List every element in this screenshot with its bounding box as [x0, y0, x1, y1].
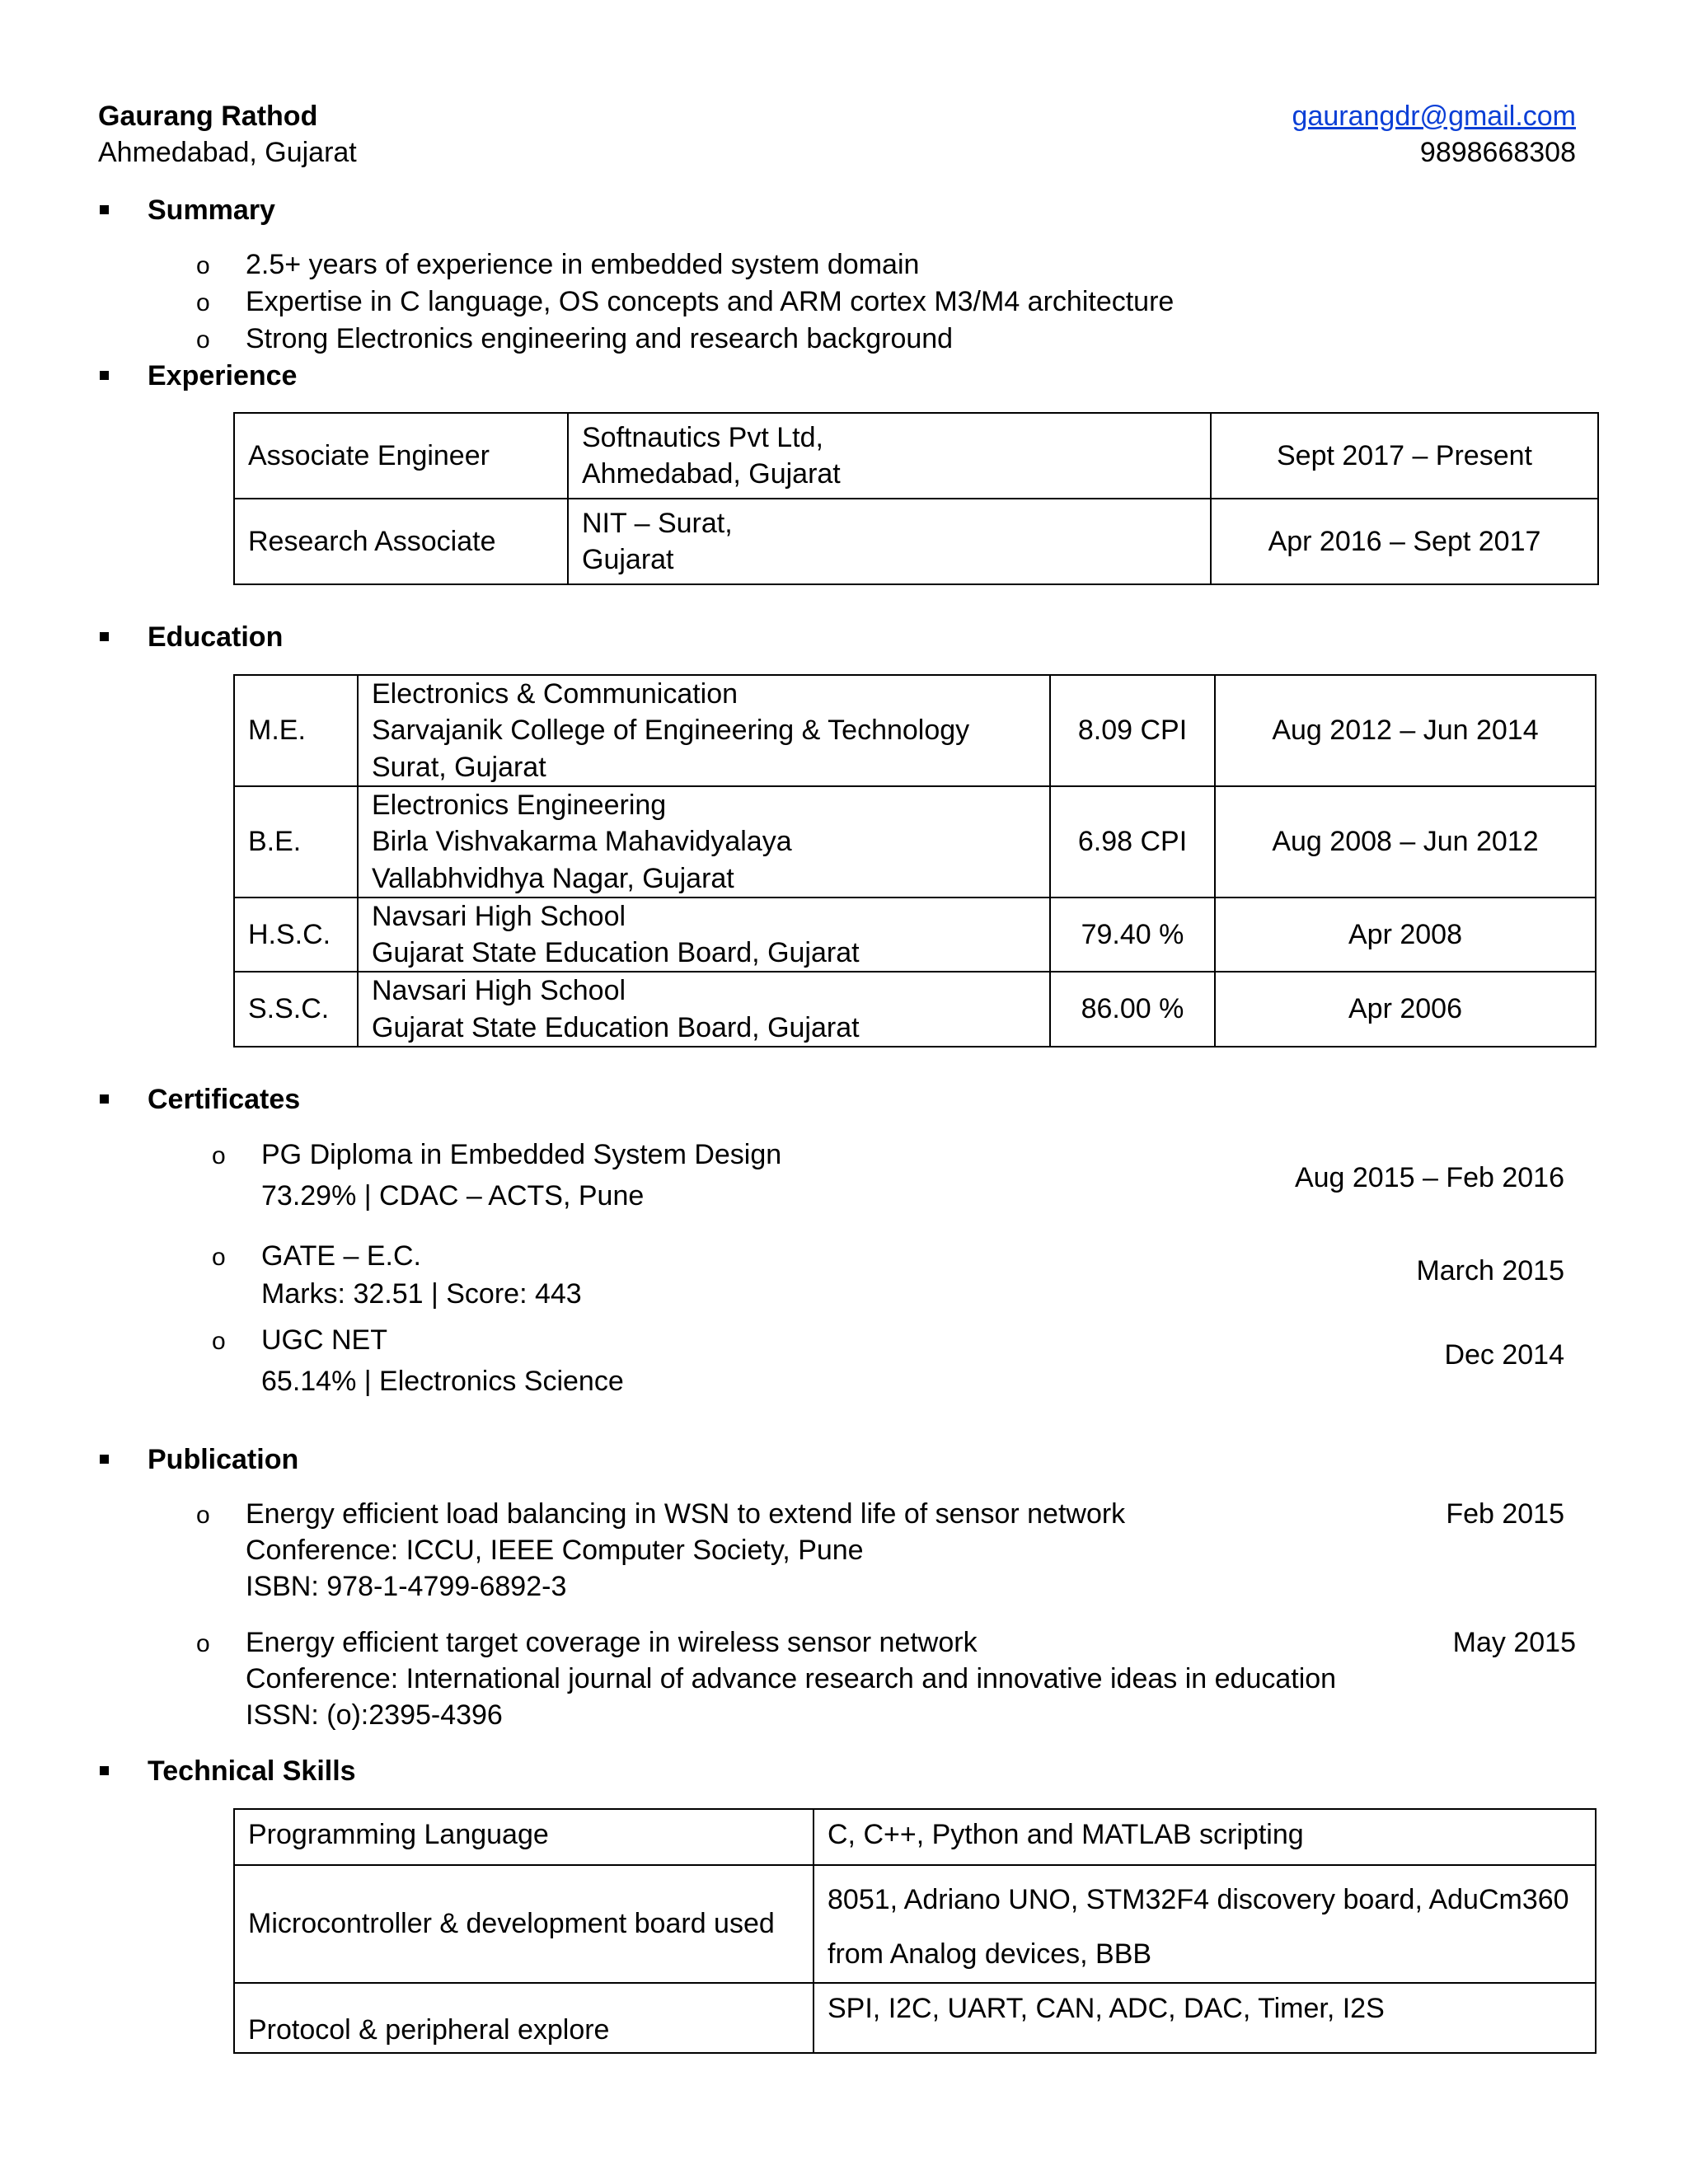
- section-title-education: Education: [148, 621, 284, 653]
- table-row: [234, 1983, 1596, 2053]
- education-institution: [358, 675, 1050, 786]
- institution-line: Sarvajanik College of Engineering & Technology: [372, 715, 970, 747]
- candidate-location: Ahmedabad, Gujarat: [98, 137, 357, 168]
- skills-table: [233, 1808, 1597, 2054]
- education-degree: M.E.: [234, 675, 358, 786]
- education-score: 79.40 %: [1050, 898, 1215, 972]
- skill-label: Programming Language: [234, 1809, 814, 1865]
- publication-conference: Conference: ICCU, IEEE Computer Society, Pune: [246, 1535, 864, 1566]
- skill-label: Microcontroller & development board used: [234, 1865, 814, 1983]
- candidate-name: Gaurang Rathod: [98, 101, 318, 132]
- section-title-experience: Experience: [148, 360, 298, 391]
- certificate-name: GATE – E.C.: [261, 1240, 421, 1272]
- education-score: 86.00 %: [1050, 972, 1215, 1046]
- section-bullet-icon: [100, 1766, 109, 1775]
- education-institution: [358, 972, 1050, 1046]
- section-title-publication: Publication: [148, 1444, 299, 1475]
- org-line: Softnautics Pvt Ltd,: [582, 421, 823, 453]
- section-bullet-icon: [100, 632, 109, 641]
- skill-value-line: C, C++, Python and MATLAB scripting: [828, 1819, 1304, 1850]
- publication-title: Energy efficient target coverage in wireless sensor network: [246, 1627, 978, 1658]
- summary-item: Strong Electronics engineering and research background: [246, 323, 954, 354]
- certificate-name: PG Diploma in Embedded System Design: [261, 1139, 782, 1170]
- publication-date: May 2015: [1452, 1627, 1576, 1658]
- skill-value-line: SPI, I2C, UART, CAN, ADC, DAC, Timer, I2S: [828, 1992, 1385, 2024]
- certificate-detail: Marks: 32.51 | Score: 443: [261, 1278, 582, 1310]
- table-row: [234, 1809, 1596, 1865]
- certificate-name: UGC NET: [261, 1324, 387, 1356]
- table-row: [234, 499, 1598, 584]
- education-period: Aug 2012 – Jun 2014: [1215, 675, 1596, 786]
- certificate-date: Dec 2014: [1444, 1339, 1564, 1371]
- circle-bullet-icon: o: [212, 1328, 226, 1355]
- publication-title: Energy efficient load balancing in WSN to extend life of sensor network: [246, 1498, 1126, 1530]
- publication-id: ISSN: (o):2395-4396: [246, 1699, 503, 1731]
- skill-value: [814, 1809, 1596, 1865]
- section-bullet-icon: [100, 1455, 109, 1464]
- summary-item: 2.5+ years of experience in embedded system domain: [246, 249, 920, 280]
- education-institution: [358, 898, 1050, 972]
- circle-bullet-icon: o: [212, 1244, 226, 1271]
- org-line: Gujarat: [582, 544, 674, 575]
- skill-value: [814, 1865, 1596, 1983]
- publication-date: Feb 2015: [1446, 1498, 1564, 1530]
- education-period: Apr 2008: [1215, 898, 1596, 972]
- org-line: Ahmedabad, Gujarat: [582, 458, 841, 490]
- education-degree: H.S.C.: [234, 898, 358, 972]
- institution-line: Gujarat State Education Board, Gujarat: [372, 937, 860, 969]
- experience-period: Sept 2017 – Present: [1211, 413, 1598, 499]
- institution-line: Vallabhvidhya Nagar, Gujarat: [372, 862, 734, 894]
- table-row: [234, 786, 1596, 898]
- phone-number: 9898668308: [1419, 137, 1576, 168]
- skill-value: [814, 1983, 1596, 2053]
- circle-bullet-icon: o: [196, 326, 210, 354]
- skill-value-line: from Analog devices, BBB: [828, 1938, 1152, 1971]
- experience-role: Research Associate: [234, 499, 568, 584]
- table-row: [234, 972, 1596, 1046]
- education-degree: S.S.C.: [234, 972, 358, 1046]
- education-period: Apr 2006: [1215, 972, 1596, 1046]
- publication-id: ISBN: 978-1-4799-6892-3: [246, 1571, 567, 1602]
- email-link[interactable]: gaurangdr@gmail.com: [1292, 101, 1576, 132]
- experience-role: Associate Engineer: [234, 413, 568, 499]
- section-title-technical-skills: Technical Skills: [148, 1755, 356, 1787]
- section-bullet-icon: [100, 371, 109, 380]
- certificate-date: March 2015: [1416, 1255, 1564, 1286]
- education-degree: B.E.: [234, 786, 358, 898]
- summary-item: Expertise in C language, OS concepts and ARM cortex M3/M4 architecture: [246, 286, 1175, 317]
- circle-bullet-icon: o: [196, 1630, 210, 1657]
- circle-bullet-icon: o: [196, 289, 210, 316]
- circle-bullet-icon: o: [196, 252, 210, 279]
- institution-line: Surat, Gujarat: [372, 751, 546, 783]
- skill-value-line: 8051, Adriano UNO, STM32F4 discovery board, AduCm360: [828, 1884, 1569, 1915]
- circle-bullet-icon: o: [196, 1502, 210, 1529]
- experience-table: [233, 412, 1599, 585]
- table-row: [234, 898, 1596, 972]
- table-row: [234, 675, 1596, 786]
- certificate-detail: 73.29% | CDAC – ACTS, Pune: [261, 1180, 645, 1212]
- section-title-certificates: Certificates: [148, 1084, 301, 1115]
- table-row: [234, 413, 1598, 499]
- publication-conference: Conference: International journal of advance research and innovative ideas in education: [246, 1663, 1337, 1694]
- institution-line: Birla Vishvakarma Mahavidyalaya: [372, 826, 792, 858]
- education-score: 8.09 CPI: [1050, 675, 1215, 786]
- experience-org: [568, 413, 1211, 499]
- certificate-date: Aug 2015 – Feb 2016: [1294, 1162, 1564, 1193]
- education-institution: [358, 786, 1050, 898]
- experience-period: Apr 2016 – Sept 2017: [1211, 499, 1598, 584]
- institution-line: Electronics Engineering: [372, 790, 667, 822]
- certificate-detail: 65.14% | Electronics Science: [261, 1366, 624, 1397]
- table-row: [234, 1865, 1596, 1983]
- skill-label: Protocol & peripheral explore: [234, 1983, 814, 2053]
- org-line: NIT – Surat,: [582, 507, 733, 539]
- section-bullet-icon: [100, 1094, 109, 1104]
- education-table: [233, 674, 1597, 1047]
- experience-org: [568, 499, 1211, 584]
- section-bullet-icon: [100, 205, 109, 214]
- circle-bullet-icon: o: [212, 1142, 226, 1169]
- institution-line: Navsari High School: [372, 901, 626, 932]
- institution-line: Gujarat State Education Board, Gujarat: [372, 1011, 860, 1043]
- institution-line: Navsari High School: [372, 975, 626, 1007]
- section-title-summary: Summary: [148, 194, 275, 226]
- institution-line: Electronics & Communication: [372, 678, 738, 710]
- education-score: 6.98 CPI: [1050, 786, 1215, 898]
- education-period: Aug 2008 – Jun 2012: [1215, 786, 1596, 898]
